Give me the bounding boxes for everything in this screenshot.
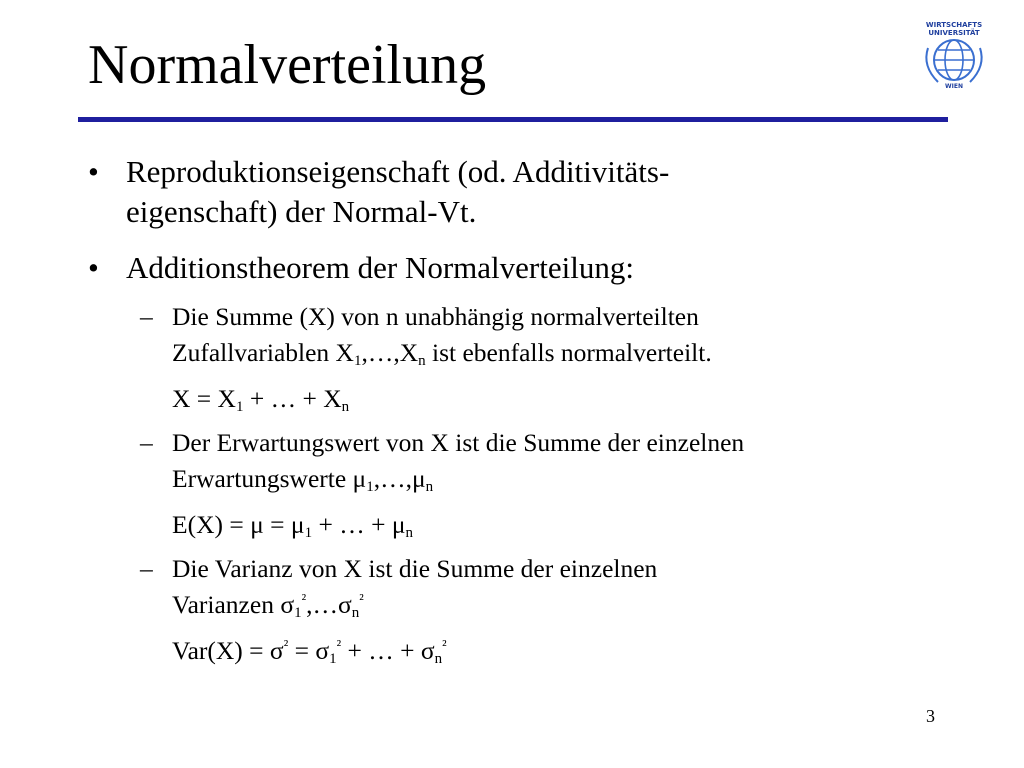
formula-variance: $Var(X) = \sigma^{^2} = \sigma_1^{^2}$ + … + $\sigma_n^{^2}$ [172, 636, 447, 667]
page-number: 3 [926, 706, 935, 726]
slide-title: Normalverteilung [88, 34, 487, 96]
bullet-mark: • [88, 250, 99, 285]
globe-logo-icon [918, 18, 990, 90]
logo-text-line1: WIRTSCHAFTS [925, 21, 983, 29]
logo-text-line3: WIEN [945, 83, 963, 90]
title-divider [78, 117, 948, 122]
bullet-text: Reproduktionseigenschaft (od. Additivitäts- [126, 154, 670, 189]
subbullet-mark: – [140, 302, 153, 331]
subbullet-mark: – [140, 554, 153, 583]
bullet-mark: • [88, 154, 99, 189]
formula-sum: $X = X_1$ + … + $X_n$ [172, 384, 350, 415]
formula-expectation: $E(X) = \mu = \mu_1$ + … + $\mu_n$ [172, 510, 414, 541]
subbullet-text: Die Varianz von X ist die Summe der einzelnen [172, 554, 658, 583]
logo-text-line2: UNIVERSITÄT [928, 29, 980, 37]
bullet-text: eigenschaft) der Normal-Vt. [126, 194, 477, 229]
subbullet-mark: – [140, 428, 153, 457]
subbullet-text: Erwartungswerte $\mu_1,\dots,\mu_n$ [172, 464, 434, 495]
subbullet-text: Varianzen $\sigma_1^{^2},\dots\sigma_n^{^2}$ [172, 590, 364, 621]
subbullet-text: Die Summe (X) von n unabhängig normalverteilten [172, 302, 699, 331]
university-logo [918, 18, 990, 90]
subbullet-text: Der Erwartungswert von X ist die Summe der einzelnen [172, 428, 745, 457]
subbullet-text: Zufallvariablen $X_1,\dots,X_n$ ist ebenfalls normalverteilt. [172, 338, 712, 369]
bullet-text: Additionstheorem der Normalverteilung: [126, 250, 634, 285]
